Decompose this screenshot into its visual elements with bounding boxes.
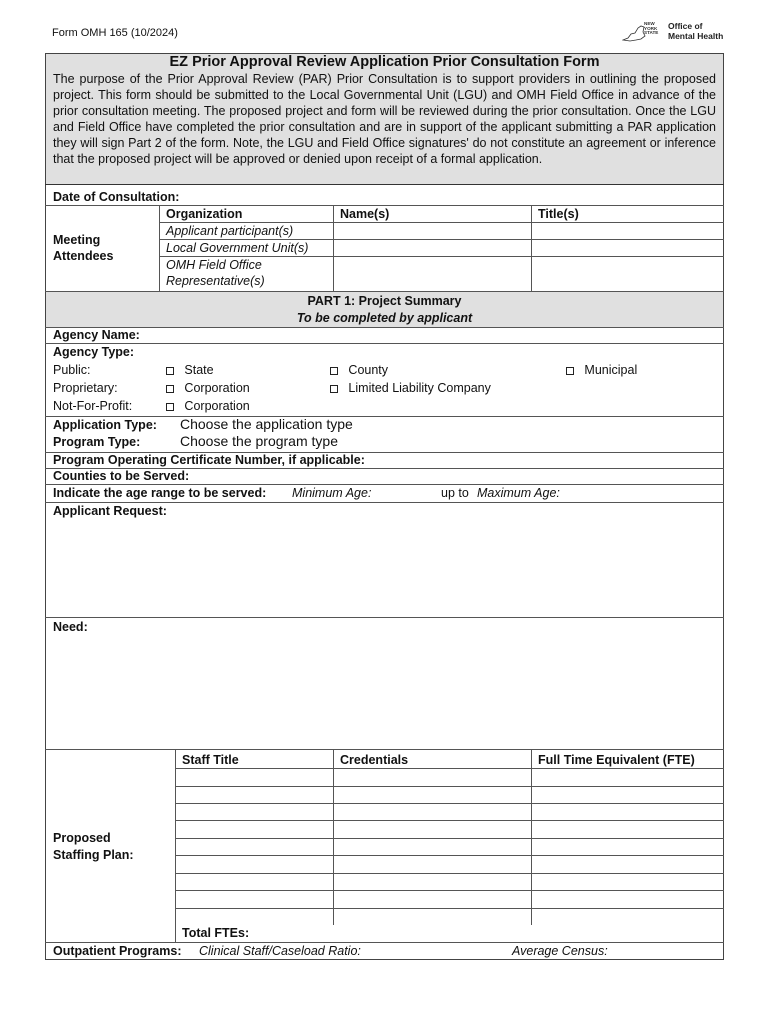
- checkbox-icon[interactable]: [166, 367, 174, 375]
- col-fte: Full Time Equivalent (FTE): [538, 753, 695, 767]
- application-type-select[interactable]: Choose the application type: [180, 416, 353, 432]
- logo-state-text: NEW YORK STATE: [644, 21, 659, 36]
- checkbox-state[interactable]: State: [166, 363, 214, 378]
- row-omh-2: Representative(s): [166, 274, 265, 288]
- nfp-label: Not-For-Profit:: [53, 399, 133, 413]
- purpose-text: The purpose of the Prior Approval Review (PAR) Prior Consultation is to support providers in outlining the proposed project. This form should be submitted to the Local Governmental Unit (LGU) and OMH Field Office in advance of the prior consultation meeting. The proposed project and form will be reviewed during the prior consultation. Once the LGU and Field Office have completed the prior consultation and are in support of the applicant submitting a PAR application they will sign Part 2 of the form. Note, the LGU and Field Office signatures' do not constitute an agreement or inference that the proposed project will be approved or denied upon receipt of a formal application.: [53, 72, 716, 167]
- attendees-label-2: Attendees: [53, 249, 114, 263]
- col-titles: Title(s): [538, 207, 579, 221]
- col-names: Name(s): [340, 207, 390, 221]
- part1-title: PART 1: Project Summary: [307, 294, 462, 308]
- application-type-label: Application Type:: [53, 418, 157, 432]
- date-of-consultation-label: Date of Consultation:: [53, 190, 180, 204]
- row-applicant: Applicant participant(s): [166, 224, 294, 238]
- checkbox-county[interactable]: County: [330, 363, 388, 378]
- staffing-label-2: Staffing Plan:: [53, 848, 134, 862]
- part1-subtitle: To be completed by applicant: [296, 311, 473, 325]
- program-type-label: Program Type:: [53, 435, 141, 449]
- col-credentials: Credentials: [340, 753, 409, 767]
- row-lgu: Local Government Unit(s): [166, 241, 309, 255]
- applicant-request-label: Applicant Request:: [53, 504, 167, 518]
- col-organization: Organization: [166, 207, 243, 221]
- form-title: EZ Prior Approval Review Application Prior Consultation Form: [169, 54, 600, 70]
- min-age-label: Minimum Age:: [292, 486, 372, 500]
- caseload-ratio-label: Clinical Staff/Caseload Ratio:: [199, 944, 361, 958]
- omh-logo: [622, 20, 732, 48]
- max-age-label: Maximum Age:: [477, 486, 560, 500]
- checkbox-icon[interactable]: [166, 385, 174, 393]
- program-type-select[interactable]: Choose the program type: [180, 433, 338, 449]
- checkbox-icon[interactable]: [566, 367, 574, 375]
- checkbox-icon[interactable]: [166, 403, 174, 411]
- checkbox-icon[interactable]: [330, 385, 338, 393]
- col-staff-title: Staff Title: [182, 753, 239, 767]
- form-number: Form OMH 165 (10/2024): [52, 27, 178, 39]
- checkbox-llc[interactable]: Limited Liability Company: [330, 381, 491, 396]
- checkbox-municipal[interactable]: Municipal: [566, 363, 637, 378]
- checkbox-icon[interactable]: [330, 367, 338, 375]
- logo-line-1: Office of: [668, 21, 703, 31]
- purpose-section: [46, 54, 723, 184]
- up-to-text: up to: [441, 486, 469, 500]
- agency-name-label: Agency Name:: [53, 328, 140, 342]
- need-label: Need:: [53, 620, 88, 634]
- average-census-label: Average Census:: [512, 944, 608, 958]
- counties-label: Counties to be Served:: [53, 469, 190, 483]
- public-label: Public:: [53, 363, 91, 377]
- row-omh-1: OMH Field Office: [166, 258, 262, 272]
- staffing-label-1: Proposed: [53, 831, 111, 845]
- proprietary-label: Proprietary:: [53, 381, 118, 395]
- age-range-label: Indicate the age range to be served:: [53, 486, 267, 500]
- logo-line-2: Mental Health: [668, 31, 724, 41]
- attendees-label-1: Meeting: [53, 233, 101, 247]
- checkbox-nfp-corporation[interactable]: Corporation: [166, 399, 250, 414]
- ny-state-map-icon: [622, 24, 646, 44]
- outpatient-label: Outpatient Programs:: [53, 944, 182, 958]
- agency-type-label: Agency Type:: [53, 345, 135, 359]
- total-ftes-label: Total FTEs:: [182, 926, 250, 940]
- checkbox-corporation[interactable]: Corporation: [166, 381, 250, 396]
- certificate-number-label: Program Operating Certificate Number, if applicable:: [53, 453, 365, 467]
